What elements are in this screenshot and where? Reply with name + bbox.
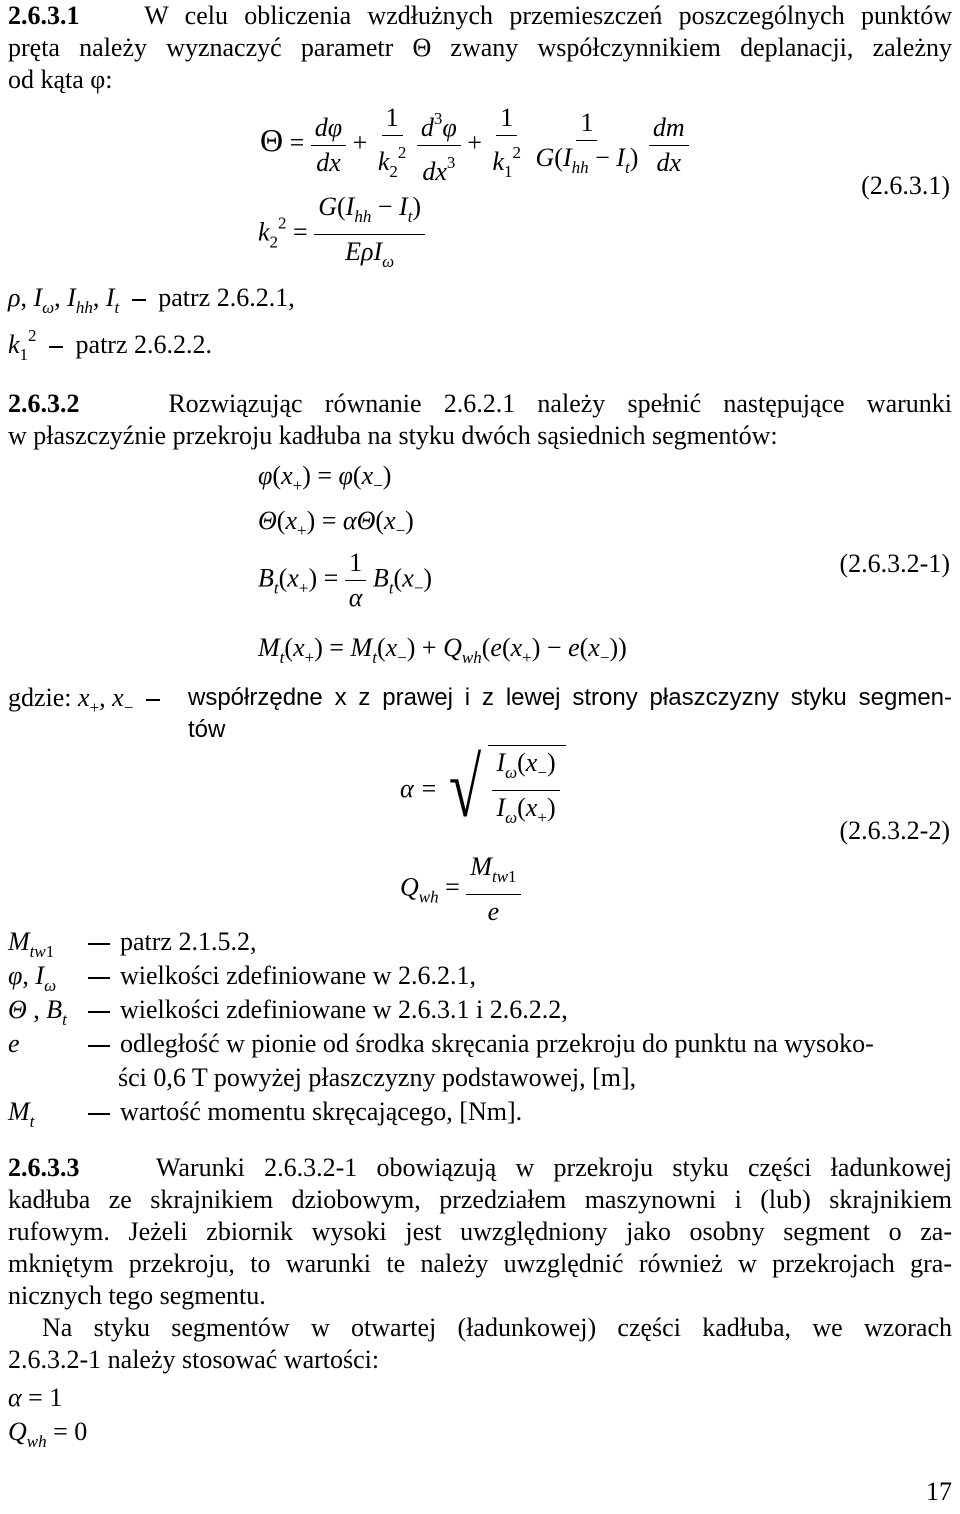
gdzie-text2: tów — [188, 716, 226, 743]
gdzie-text1: współrzędne x z prawej i z lewej strony płaszczyzny styku segmen- — [188, 684, 952, 711]
section-2633-line3: rufowym. Jeżeli zbiornik wysoki jest uwzględniony jako osobny segment o za- — [8, 1217, 952, 1246]
note-symbols: ρ, $I_\omega$, $I_{hh}$, $I_t$ patrz 2.6.2.1, — [8, 283, 295, 317]
def-e-continued: ści 0,6 T powyżej płaszczyzny podstawowej, [m], — [118, 1063, 637, 1092]
def-mt: $M_t$ wartość momentu skręcającego, [Nm]. — [8, 1097, 523, 1131]
note-k1: $k_1^2$ patrz 2.6.2.2. — [8, 326, 213, 364]
section-2631-line1 — [8, 0, 952, 32]
section-2631-paragraph — [8, 0, 952, 96]
section-2633-line6: Na styku segmentów w otwartej (ładunkowej) części kadłuba, we wzorach — [42, 1313, 952, 1342]
equation-mt-continuity: $M_t(x_+) = M_t(x_-) + Q_{wh}(e(x_+) - e(x_-))$ — [258, 633, 627, 667]
equation-k2: $k_2^2$ = $\frac{G(I_{hh} - I_t)}{E\rho I_\omega}$ — [258, 192, 425, 277]
equation-number-2631: (2.6.3.1) — [861, 171, 950, 200]
equation-bt-continuity: $B_t(x_+)$ = $\frac{1}{\alpha}$ $B_t(x_-)$ — [258, 548, 433, 612]
text-line: W celu obliczenia wzdłużnych przemieszczeń poszczególnych punktów — [144, 1, 953, 30]
alpha-value: α = 1 — [8, 1383, 63, 1412]
equation-theta-continuity: $\Theta(x_+) = \alpha\Theta(x_-)$ — [258, 506, 414, 540]
def-text: odległość w pionie od środka skręcania przekroju do punktu na wysoko- — [120, 1029, 874, 1058]
equation-theta: Θ = $\frac{d\varphi}{dx}$ + $\frac{1}{k_2^2}$ $\frac{d^3\varphi}{dx^3}$ + $\frac{1}{k_1^2}$ $\frac{1}{G(I_{hh} - I_t)}$ $\frac{dm}{dx}$ — [260, 103, 689, 187]
section-2632-paragraph — [8, 388, 952, 452]
equation-qwh: $Q_{wh}$ = $\frac{M_{tw1}}{e}$ — [400, 852, 521, 927]
section-2631-line3: od kąta φ: — [8, 65, 113, 94]
equation-number-2632-1: (2.6.3.2-1) — [839, 549, 950, 578]
section-number: 2.6.3.2 — [8, 389, 80, 418]
def-theta-bt: Θ , $B_t$ wielkości zdefiniowane w 2.6.3.1 i 2.6.2.2, — [8, 995, 568, 1029]
gdzie-label: gdzie: $x_+$, $x_-$ — [8, 682, 166, 724]
def-mtw1: $M_{tw1}$ patrz 2.1.5.2, — [8, 927, 257, 961]
section-2631-line2: pręta należy wyznaczyć parametr Θ zwany współczynnikiem deplanacji, zależny — [8, 33, 952, 62]
section-2633-paragraph — [8, 1152, 952, 1376]
equation-alpha: α = √ $\frac{I_\omega(x_-)}{I_\omega(x_+)}$ — [400, 745, 566, 833]
qwh-value: $Q_{wh} = 0$ — [8, 1417, 88, 1451]
section-2633-line5: nicznych tego segmentu. — [8, 1281, 266, 1310]
def-phi-iomega: φ, $I_\omega$ wielkości zdefiniowane w 2.6.2.1, — [8, 961, 476, 995]
def-text: wartość momentu skręcającego, [Nm]. — [120, 1097, 523, 1126]
section-2632-line1 — [8, 388, 952, 420]
equation-number-2632-2: (2.6.3.2-2) — [839, 816, 950, 845]
section-2633-line2: kadłuba ze skrajnikiem dziobowym, przedziałem maszynowni i (lub) skrajnikiem — [8, 1185, 952, 1214]
section-2633-line7: 2.6.3.2-1 należy stosować wartości: — [8, 1345, 380, 1374]
def-text: patrz 2.1.5.2, — [120, 927, 257, 956]
section-2632-line2: w płaszczyźnie przekroju kadłuba na styku dwóch sąsiednich segmentów: — [8, 421, 778, 450]
page-number: 17 — [926, 1477, 952, 1506]
text-line: Rozwiązując równanie 2.6.2.1 należy spełnić następujące warunki — [168, 389, 952, 418]
section-2633-line4: mkniętym przekroju, to warunki te należy uwzględnić również w przekrojach gra- — [8, 1249, 952, 1278]
section-2633-line1 — [8, 1152, 952, 1184]
def-text: wielkości zdefiniowane w 2.6.2.1, — [120, 961, 476, 990]
section-number: 2.6.3.1 — [8, 1, 80, 30]
section-number: 2.6.3.3 — [8, 1153, 80, 1182]
text-line: Warunki 2.6.3.2-1 obowiązują w przekroju styku części ładunkowej — [155, 1153, 952, 1182]
def-text: wielkości zdefiniowane w 2.6.3.1 i 2.6.2.2, — [120, 995, 568, 1024]
equation-phi-continuity: $\varphi(x_+) = \varphi(x_-)$ — [258, 461, 392, 495]
def-e: e odległość w pionie od środka skręcania przekroju do punktu na wysoko- — [8, 1029, 874, 1058]
sqrt-icon: √ — [449, 742, 482, 835]
